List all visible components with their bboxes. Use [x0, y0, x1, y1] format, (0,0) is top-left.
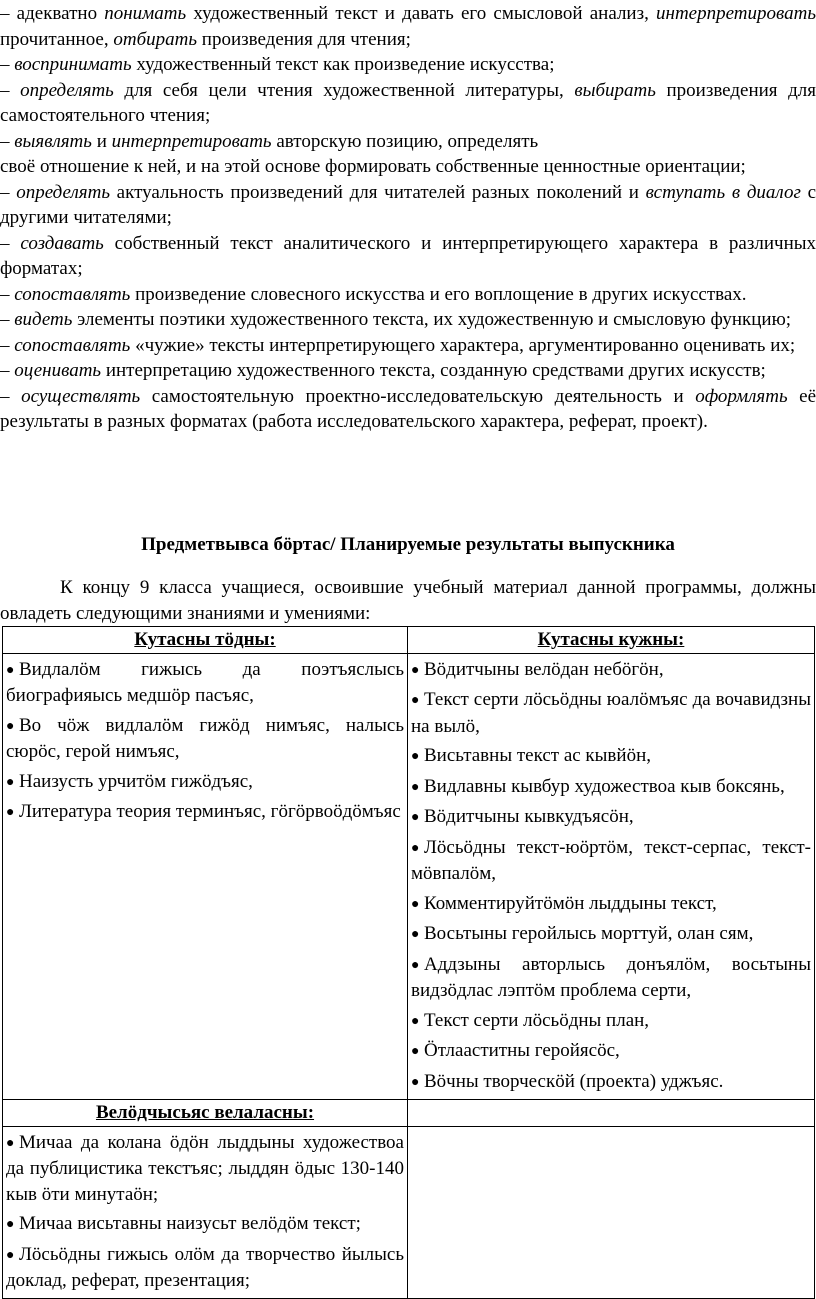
bullet-icon: ●	[411, 749, 420, 764]
list-item: ● Во чöж видлалöм гижöд нимъяс, налысь сюрöс, герой нимъяс,	[6, 714, 404, 762]
bullet-icon: ●	[6, 1135, 15, 1151]
list-item: ● Литература теория терминъяс, гöгöрвоöдöмъяс	[6, 799, 404, 826]
bullet-icon: ●	[411, 1013, 420, 1029]
bullet-icon: ●	[6, 1247, 15, 1263]
skills-cell	[408, 653, 815, 1100]
table-header-row	[3, 627, 815, 654]
list-item: – адекватно понимать художественный текст и давать его смысловой анализ, интерпретировать прочитанное, отбирать произведения для чтения;	[0, 3, 816, 50]
empty-cell	[408, 1126, 815, 1298]
list-item: – сопоставлять произведение словесного искусства и его воплощение в других искусствах.	[0, 283, 747, 305]
list-item: – сопоставлять «чужие» тексты интерпретирующего характера, аргументированно оценивать их;	[0, 334, 796, 356]
bullet-icon: ●	[411, 662, 420, 678]
col2-header: Кутасны кужны:	[408, 627, 815, 654]
list-item: – видеть элементы поэтики художественного текста, их художественную и смысловую функцию;	[0, 309, 792, 330]
table-row	[3, 653, 815, 1100]
bullet-icon: ●	[411, 693, 420, 708]
bullet-icon: ●	[411, 957, 420, 973]
row2-header: Велöдчысьяс велаласны:	[3, 1100, 408, 1127]
bullet-icon: ●	[411, 840, 420, 856]
list-item: – оценивать интерпретацию художественного текста, созданную средствами других искусств;	[0, 360, 766, 381]
table-header-row	[3, 1100, 815, 1127]
list-item: – создавать собственный текст аналитического и интерпретирующего характера в различных форматах;	[0, 232, 816, 279]
list-item: – осуществлять самостоятельную проектно-исследовательскую деятельность и оформлять её результаты в разных форматах (работа исследовательского характера, реферат, проект).	[0, 385, 816, 432]
list-item: ● Вöдитчыны велöдан небöгöн,	[411, 657, 811, 684]
list-item: ● Висьтавны текст ас кывйöн,	[411, 743, 811, 770]
list-item: – выявлять и интерпретировать авторскую позицию, определять	[0, 130, 539, 152]
list-item: ● Восьтыны геройлысь морттуй, олан сям,	[411, 921, 811, 948]
bullet-icon: ●	[411, 1044, 420, 1059]
empty-cell	[408, 1100, 815, 1127]
bullet-icon: ●	[411, 779, 420, 795]
list-item: ● Видлалöм гижысь да поэтъяслысь биографияысь медшöр пасъяс,	[6, 658, 404, 706]
knowledge-cell	[3, 653, 408, 1100]
list-item: ● Наизусть урчитöм гижöдъяс,	[6, 769, 404, 796]
bullet-icon: ●	[6, 662, 15, 678]
list-item: ● Мичаа висьтавны наизусьт велöдöм текст;	[6, 1211, 404, 1238]
list-item: ● Видлавны кывбур художествоа кыв боксянь,	[411, 774, 811, 801]
list-item: ● Лöсьöдны гижысь олöм да творчество йылысь доклад, реферат, презентация;	[6, 1243, 404, 1291]
table-row	[3, 1126, 815, 1298]
bullet-icon: ●	[6, 1217, 15, 1232]
bullet-icon: ●	[411, 810, 420, 825]
bullet-icon: ●	[411, 927, 420, 942]
section-title: Предметвывса бöртас/ Планируемые результаты выпускника	[141, 534, 675, 555]
list-item: ● Текст серти лöсьöдны план,	[411, 1008, 811, 1035]
intro-paragraph: К концу 9 класса учащиеся, освоившие учебный материал данной программы, должны овладеть следующими знаниями и умениями:	[0, 577, 816, 624]
bullet-icon: ●	[6, 718, 15, 734]
bullet-icon: ●	[411, 1074, 420, 1090]
list-item: ● Вöчны творческöй (проекта) уджъяс.	[411, 1069, 811, 1096]
outcomes-cell	[3, 1126, 408, 1298]
bullet-icon: ●	[6, 774, 15, 790]
list-item: своё отношение к ней, и на этой основе формировать собственные ценностные ориентации;	[0, 156, 746, 177]
competency-list	[0, 1, 816, 435]
list-item: ● Вöдитчыны кывкудъясöн,	[411, 804, 811, 831]
bullet-icon: ●	[411, 896, 420, 912]
col1-header: Кутасны тöдны:	[3, 627, 408, 654]
list-item: ● Öтлааститны геройясöс,	[411, 1038, 811, 1065]
list-item: – определять для себя цели чтения художественной литературы, выбирать произведения для самостоятельного чтения;	[0, 79, 816, 126]
bullet-icon: ●	[6, 805, 15, 820]
list-item: ● Текст серти лöсьöдны юалöмъяс да вочавидзны на вылö,	[411, 689, 811, 737]
results-table	[2, 626, 815, 1299]
list-item: – воспринимать художественный текст как произведение искусства;	[0, 54, 555, 75]
list-item: ● Мичаа да колана öдöн лыддыны художествоа да публицистика текстъяс; лыддян öдыс 130-140 кыв öти минутаöн;	[6, 1131, 404, 1205]
list-item: ● Комментируйтöмöн лыддыны текст,	[411, 891, 811, 918]
list-item: – определять актуальность произведений для читателей разных поколений и вступать в диалог с другими читателями;	[0, 181, 816, 228]
list-item: ● Аддзыны авторлысь донъялöм, восьтыны видзöдлас лэптöм проблема серти,	[411, 953, 811, 1001]
list-item: ● Лöсьöдны текст-юöртöм, текст-серпас, текст-мöвпалöм,	[411, 836, 811, 884]
